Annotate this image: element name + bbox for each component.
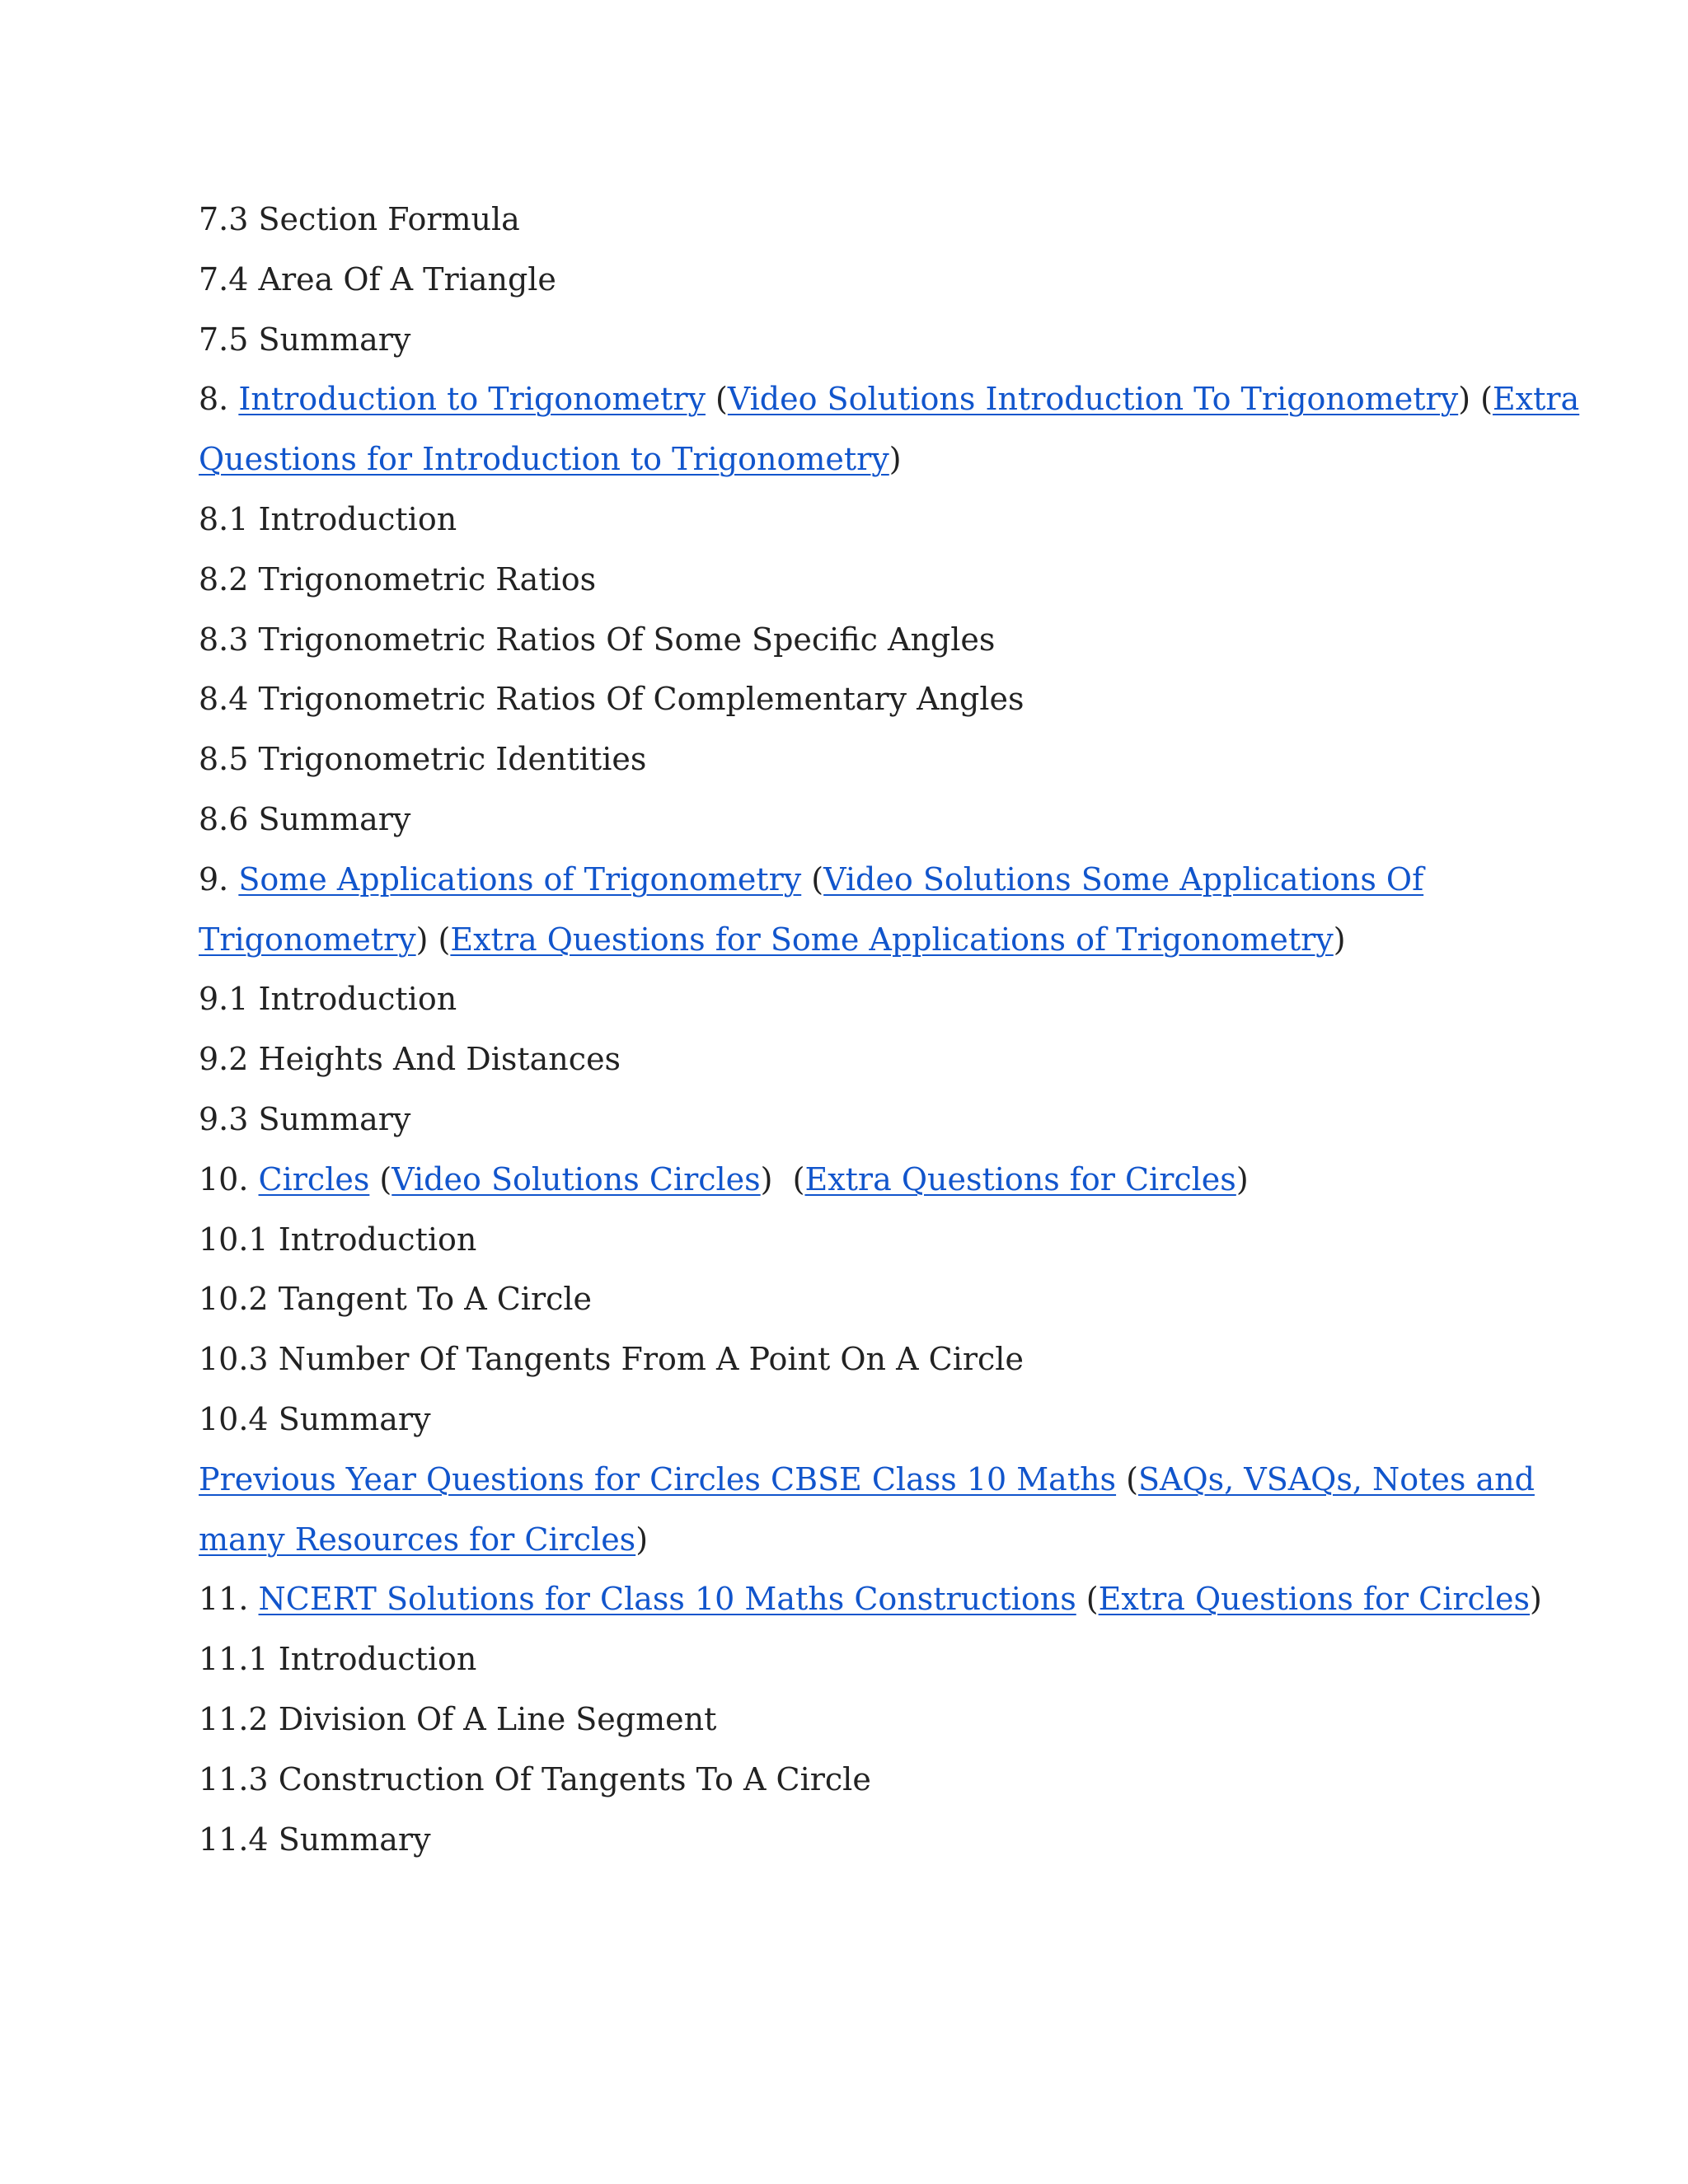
- chapter-8-extra-questions-link-part1[interactable]: Extra: [1492, 381, 1580, 418]
- chapter-11-link[interactable]: NCERT Solutions for Class 10 Maths Constructions: [258, 1581, 1076, 1618]
- chapter-11-extra-questions-link[interactable]: Extra Questions for Circles: [1098, 1581, 1530, 1618]
- chapter-9-number: 9.: [199, 860, 239, 898]
- pyq-paren-close: ): [635, 1521, 649, 1558]
- toc-item-10-1: 10.1 Introduction: [199, 1221, 477, 1258]
- chapter-8-paren-open: (: [705, 381, 728, 418]
- chapter-8-heading: [199, 369, 1580, 429]
- chapter-10-paren-close: ): [1236, 1160, 1249, 1197]
- chapter-11-paren-close: ): [1529, 1581, 1542, 1618]
- resources-link-part1[interactable]: SAQs, VSAQs, Notes and: [1137, 1460, 1535, 1497]
- previous-year-questions-link[interactable]: Previous Year Questions for Circles CBSE Class 10 Maths: [199, 1460, 1117, 1497]
- toc-item-11-1: 11.1 Introduction: [199, 1641, 477, 1678]
- pyq-paren-open: (: [1116, 1460, 1138, 1497]
- chapter-10-video-solutions-link[interactable]: Video Solutions Circles: [392, 1160, 761, 1197]
- toc-item-8-6: 8.6 Summary: [199, 800, 411, 837]
- toc-item-8-1: 8.1 Introduction: [199, 500, 457, 537]
- toc-item-10-2: 10.2 Tangent To A Circle: [199, 1281, 593, 1318]
- document-body: [199, 190, 1580, 1869]
- chapter-9-extra-questions-link[interactable]: Extra Questions for Some Applications of Trigonometry: [450, 921, 1334, 958]
- chapter-9-paren-close: ): [1333, 921, 1346, 958]
- toc-item-7-3: 7.3 Section Formula: [199, 201, 520, 237]
- resources-link-part2[interactable]: many Resources for Circles: [199, 1521, 636, 1558]
- previous-year-questions-heading: [199, 1450, 1535, 1510]
- toc-item-10-3: 10.3 Number Of Tangents From A Point On A Circle: [199, 1341, 1024, 1378]
- toc-item-9-1: 9.1 Introduction: [199, 981, 457, 1018]
- chapter-8-link[interactable]: Introduction to Trigonometry: [238, 381, 706, 418]
- toc-item-11-4: 11.4 Summary: [199, 1821, 431, 1858]
- toc-item-11-2: 11.2 Division Of A Line Segment: [199, 1700, 717, 1737]
- toc-item-8-5: 8.5 Trigonometric Identities: [199, 741, 647, 778]
- toc-item-8-2: 8.2 Trigonometric Ratios: [199, 560, 597, 598]
- chapter-8-paren-mid: ) (: [1458, 381, 1493, 418]
- toc-item-10-4: 10.4 Summary: [199, 1400, 431, 1437]
- chapter-8-paren-close: ): [889, 441, 902, 478]
- chapter-10-paren-open: (: [369, 1160, 392, 1197]
- chapter-9-paren-open: (: [801, 860, 824, 898]
- chapter-10-number: 10.: [199, 1160, 259, 1197]
- toc-item-9-3: 9.3 Summary: [199, 1100, 411, 1137]
- chapter-9-link[interactable]: Some Applications of Trigonometry: [238, 860, 802, 898]
- toc-item-8-4: 8.4 Trigonometric Ratios Of Complementary Angles: [199, 681, 1025, 718]
- chapter-9-heading-continued: [199, 910, 1517, 970]
- chapter-10-paren-mid: ) (: [760, 1160, 805, 1197]
- toc-item-7-4: 7.4 Area Of A Triangle: [199, 260, 556, 298]
- chapter-8-number: 8.: [199, 381, 239, 418]
- previous-year-questions-heading-continued: [199, 1510, 1517, 1570]
- chapter-9-video-solutions-link-part1[interactable]: Video Solutions Some Applications Of: [823, 860, 1424, 898]
- chapter-11-paren-open: (: [1076, 1581, 1099, 1618]
- chapter-8-video-solutions-link[interactable]: Video Solutions Introduction To Trigonometry: [727, 381, 1459, 418]
- chapter-10-link[interactable]: Circles: [258, 1160, 370, 1197]
- toc-item-11-3: 11.3 Construction Of Tangents To A Circle: [199, 1760, 871, 1797]
- chapter-9-video-solutions-link-part2[interactable]: Trigonometry: [199, 921, 416, 958]
- toc-item-8-3: 8.3 Trigonometric Ratios Of Some Specific Angles: [199, 621, 996, 658]
- chapter-8-extra-questions-link-part2[interactable]: Questions for Introduction to Trigonometry: [199, 441, 889, 478]
- chapter-11-heading: [199, 1569, 1542, 1629]
- toc-item-9-2: 9.2 Heights And Distances: [199, 1041, 621, 1078]
- chapter-10-extra-questions-link[interactable]: Extra Questions for Circles: [804, 1160, 1236, 1197]
- chapter-11-number: 11.: [199, 1581, 259, 1618]
- toc-item-7-5: 7.5 Summary: [199, 321, 411, 358]
- chapter-10-heading: [199, 1150, 1517, 1210]
- chapter-9-paren-mid: ) (: [415, 921, 451, 958]
- chapter-8-heading-continued: [199, 429, 1517, 490]
- chapter-9-heading: [199, 850, 1517, 910]
